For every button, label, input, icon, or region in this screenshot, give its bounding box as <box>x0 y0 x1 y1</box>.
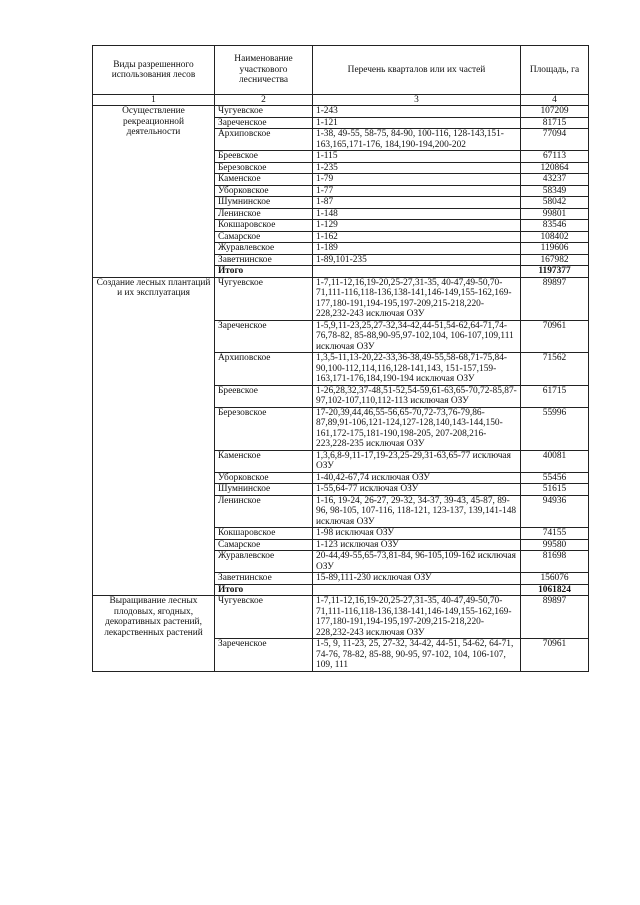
column-number: 3 <box>313 95 521 106</box>
area-cell: 83546 <box>521 220 589 232</box>
quarters-cell: 1-123 исключая ОЗУ <box>313 539 521 551</box>
area-cell: 55456 <box>521 472 589 484</box>
quarters-cell: 1-243 <box>313 106 521 118</box>
quarters-cell: 1,3,6,8-9,11-17,19-23,25-29,31-63,65-77 исключая ОЗУ <box>313 450 521 472</box>
area-cell: 94936 <box>521 495 589 528</box>
table-header-row <box>93 46 589 95</box>
area-cell: 43237 <box>521 174 589 186</box>
forestry-cell: Уборковское <box>215 472 313 484</box>
quarters-cell: 1-26,28,32,37-48,51-52,54-59,61-63,65-70,72-85,87-97,102-107,110,112-113 исключая ОЗУ <box>313 385 521 407</box>
area-cell: 61715 <box>521 385 589 407</box>
quarters-cell: 1-162 <box>313 231 521 243</box>
forestry-cell: Ленинское <box>215 495 313 528</box>
header-quarters: Перечень кварталов или их частей <box>313 46 521 95</box>
forestry-cell: Зареченское <box>215 117 313 129</box>
total-value: 1197377 <box>521 266 589 278</box>
header-forestry: Наименование участкового лесничества <box>215 46 313 95</box>
area-cell: 74155 <box>521 528 589 540</box>
quarters-cell: 1-77 <box>313 185 521 197</box>
header-use-type: Виды разрешенного использования лесов <box>93 46 215 95</box>
forestry-cell: Чугуевское <box>215 106 313 118</box>
use-type-plantations: Создание лесных плантаций и их эксплуатация <box>93 277 215 596</box>
forestry-cell: Самарское <box>215 231 313 243</box>
forestry-cell: Березовское <box>215 407 313 450</box>
quarters-cell: 1-148 <box>313 208 521 220</box>
forestry-cell: Кокшаровское <box>215 220 313 232</box>
forest-use-table <box>92 45 589 672</box>
column-number: 4 <box>521 95 589 106</box>
forestry-cell: Зареченское <box>215 639 313 672</box>
total-label: Итого <box>215 584 313 596</box>
quarters-cell <box>313 584 521 596</box>
area-cell: 71562 <box>521 353 589 386</box>
area-cell: 70961 <box>521 639 589 672</box>
area-cell: 81715 <box>521 117 589 129</box>
area-cell: 89897 <box>521 596 589 639</box>
area-cell: 99801 <box>521 208 589 220</box>
forestry-cell: Шумнинское <box>215 197 313 209</box>
quarters-cell: 1-5, 9, 11-23, 25, 27-32, 34-42, 44-51, 54-62, 64-71, 74-76, 78-82, 85-88, 90-95, 97-102, 104, 106-107, 109, 111 <box>313 639 521 672</box>
area-cell: 120864 <box>521 162 589 174</box>
area-cell: 58042 <box>521 197 589 209</box>
forestry-cell: Заветнинское <box>215 573 313 585</box>
table-row <box>93 277 589 320</box>
header-area: Площадь, га <box>521 46 589 95</box>
area-cell: 167982 <box>521 254 589 266</box>
area-cell: 89897 <box>521 277 589 320</box>
area-cell: 107209 <box>521 106 589 118</box>
forestry-cell: Самарское <box>215 539 313 551</box>
forestry-cell: Архиповское <box>215 353 313 386</box>
area-cell: 119606 <box>521 243 589 255</box>
quarters-cell: 1-87 <box>313 197 521 209</box>
forestry-cell: Шумнинское <box>215 484 313 496</box>
table-row <box>93 106 589 118</box>
column-number: 2 <box>215 95 313 106</box>
forestry-cell: Кокшаровское <box>215 528 313 540</box>
quarters-cell: 1-79 <box>313 174 521 186</box>
quarters-cell: 1-7,11-12,16,19-20,25-27,31-35, 40-47,49-50,70-71,111-116,118-136,138-141,146-149,155-162,169-177,180-191,194-195,197-209,215-218,220-228,232-243 исключая ОЗУ <box>313 596 521 639</box>
column-number-row <box>93 95 589 106</box>
area-cell: 108402 <box>521 231 589 243</box>
area-cell: 156076 <box>521 573 589 585</box>
quarters-cell: 1-115 <box>313 151 521 163</box>
forestry-cell: Чугуевское <box>215 277 313 320</box>
quarters-cell: 17-20,39,44,46,55-56,65-70,72-73,76-79,86-87,89,91-106,121-124,127-128,140,143-144,150-161,172-175,181-190,198-205, 207-208,216-223,228-235 исключая ОЗУ <box>313 407 521 450</box>
quarters-cell: 1-89,101-235 <box>313 254 521 266</box>
forestry-cell: Чугуевское <box>215 596 313 639</box>
area-cell: 67113 <box>521 151 589 163</box>
forestry-cell: Архиповское <box>215 129 313 151</box>
quarters-cell: 1-121 <box>313 117 521 129</box>
forestry-cell: Зареченское <box>215 320 313 353</box>
quarters-cell <box>313 266 521 278</box>
forestry-cell: Ленинское <box>215 208 313 220</box>
forestry-cell: Каменское <box>215 450 313 472</box>
quarters-cell: 1-129 <box>313 220 521 232</box>
use-type-cultivation: Выращивание лесных плодовых, ягодных, декоративных растений, лекарственных растений <box>93 596 215 672</box>
quarters-cell: 1-38, 49-55, 58-75, 84-90, 100-116, 128-143,151-163,165,171-176, 184,190-194,200-202 <box>313 129 521 151</box>
quarters-cell: 1-40,42-67,74 исключая ОЗУ <box>313 472 521 484</box>
forestry-cell: Бреевское <box>215 385 313 407</box>
area-cell: 81698 <box>521 551 589 573</box>
forestry-cell: Журавлевское <box>215 243 313 255</box>
total-value: 1061824 <box>521 584 589 596</box>
quarters-cell: 1-55,64-77 исключая ОЗУ <box>313 484 521 496</box>
quarters-cell: 1,3,5-11,13-20,22-33,36-38,49-55,58-68,71-75,84-90,100-112,114,116,128-141,143, 151-157,159-163,171-176,184,190-194 исключая ОЗУ <box>313 353 521 386</box>
use-type-recreation: Осуществление рекреационной деятельности <box>93 106 215 278</box>
quarters-cell: 1-189 <box>313 243 521 255</box>
area-cell: 58349 <box>521 185 589 197</box>
area-cell: 51615 <box>521 484 589 496</box>
table-row <box>93 596 589 639</box>
quarters-cell: 15-89,111-230 исключая ОЗУ <box>313 573 521 585</box>
forestry-cell: Бреевское <box>215 151 313 163</box>
area-cell: 77094 <box>521 129 589 151</box>
quarters-cell: 1-7,11-12,16,19-20,25-27,31-35, 40-47,49-50,70-71,111-116,118-136,138-141,146-149,155-162,169-177,180-191,194-195,197-209,215-218,220-228,232-243 исключая ОЗУ <box>313 277 521 320</box>
quarters-cell: 1-5,9,11-23,25,27-32,34-42,44-51,54-62,64-71,74-76,78-82, 85-88,90-95,97-102,104, 106-107,109,111 исключая ОЗУ <box>313 320 521 353</box>
area-cell: 99580 <box>521 539 589 551</box>
forestry-cell: Каменское <box>215 174 313 186</box>
quarters-cell: 1-235 <box>313 162 521 174</box>
column-number: 1 <box>93 95 215 106</box>
quarters-cell: 1-16, 19-24, 26-27, 29-32, 34-37, 39-43, 45-87, 89-96, 98-105, 107-116, 118-121, 123-137, 139,141-148 исключая ОЗУ <box>313 495 521 528</box>
quarters-cell: 1-98 исключая ОЗУ <box>313 528 521 540</box>
total-label: Итого <box>215 266 313 278</box>
forestry-cell: Заветнинское <box>215 254 313 266</box>
forestry-cell: Уборковское <box>215 185 313 197</box>
forestry-cell: Березовское <box>215 162 313 174</box>
area-cell: 55996 <box>521 407 589 450</box>
area-cell: 70961 <box>521 320 589 353</box>
forestry-cell: Журавлевское <box>215 551 313 573</box>
quarters-cell: 20-44,49-55,65-73,81-84, 96-105,109-162 исключая ОЗУ <box>313 551 521 573</box>
area-cell: 40081 <box>521 450 589 472</box>
